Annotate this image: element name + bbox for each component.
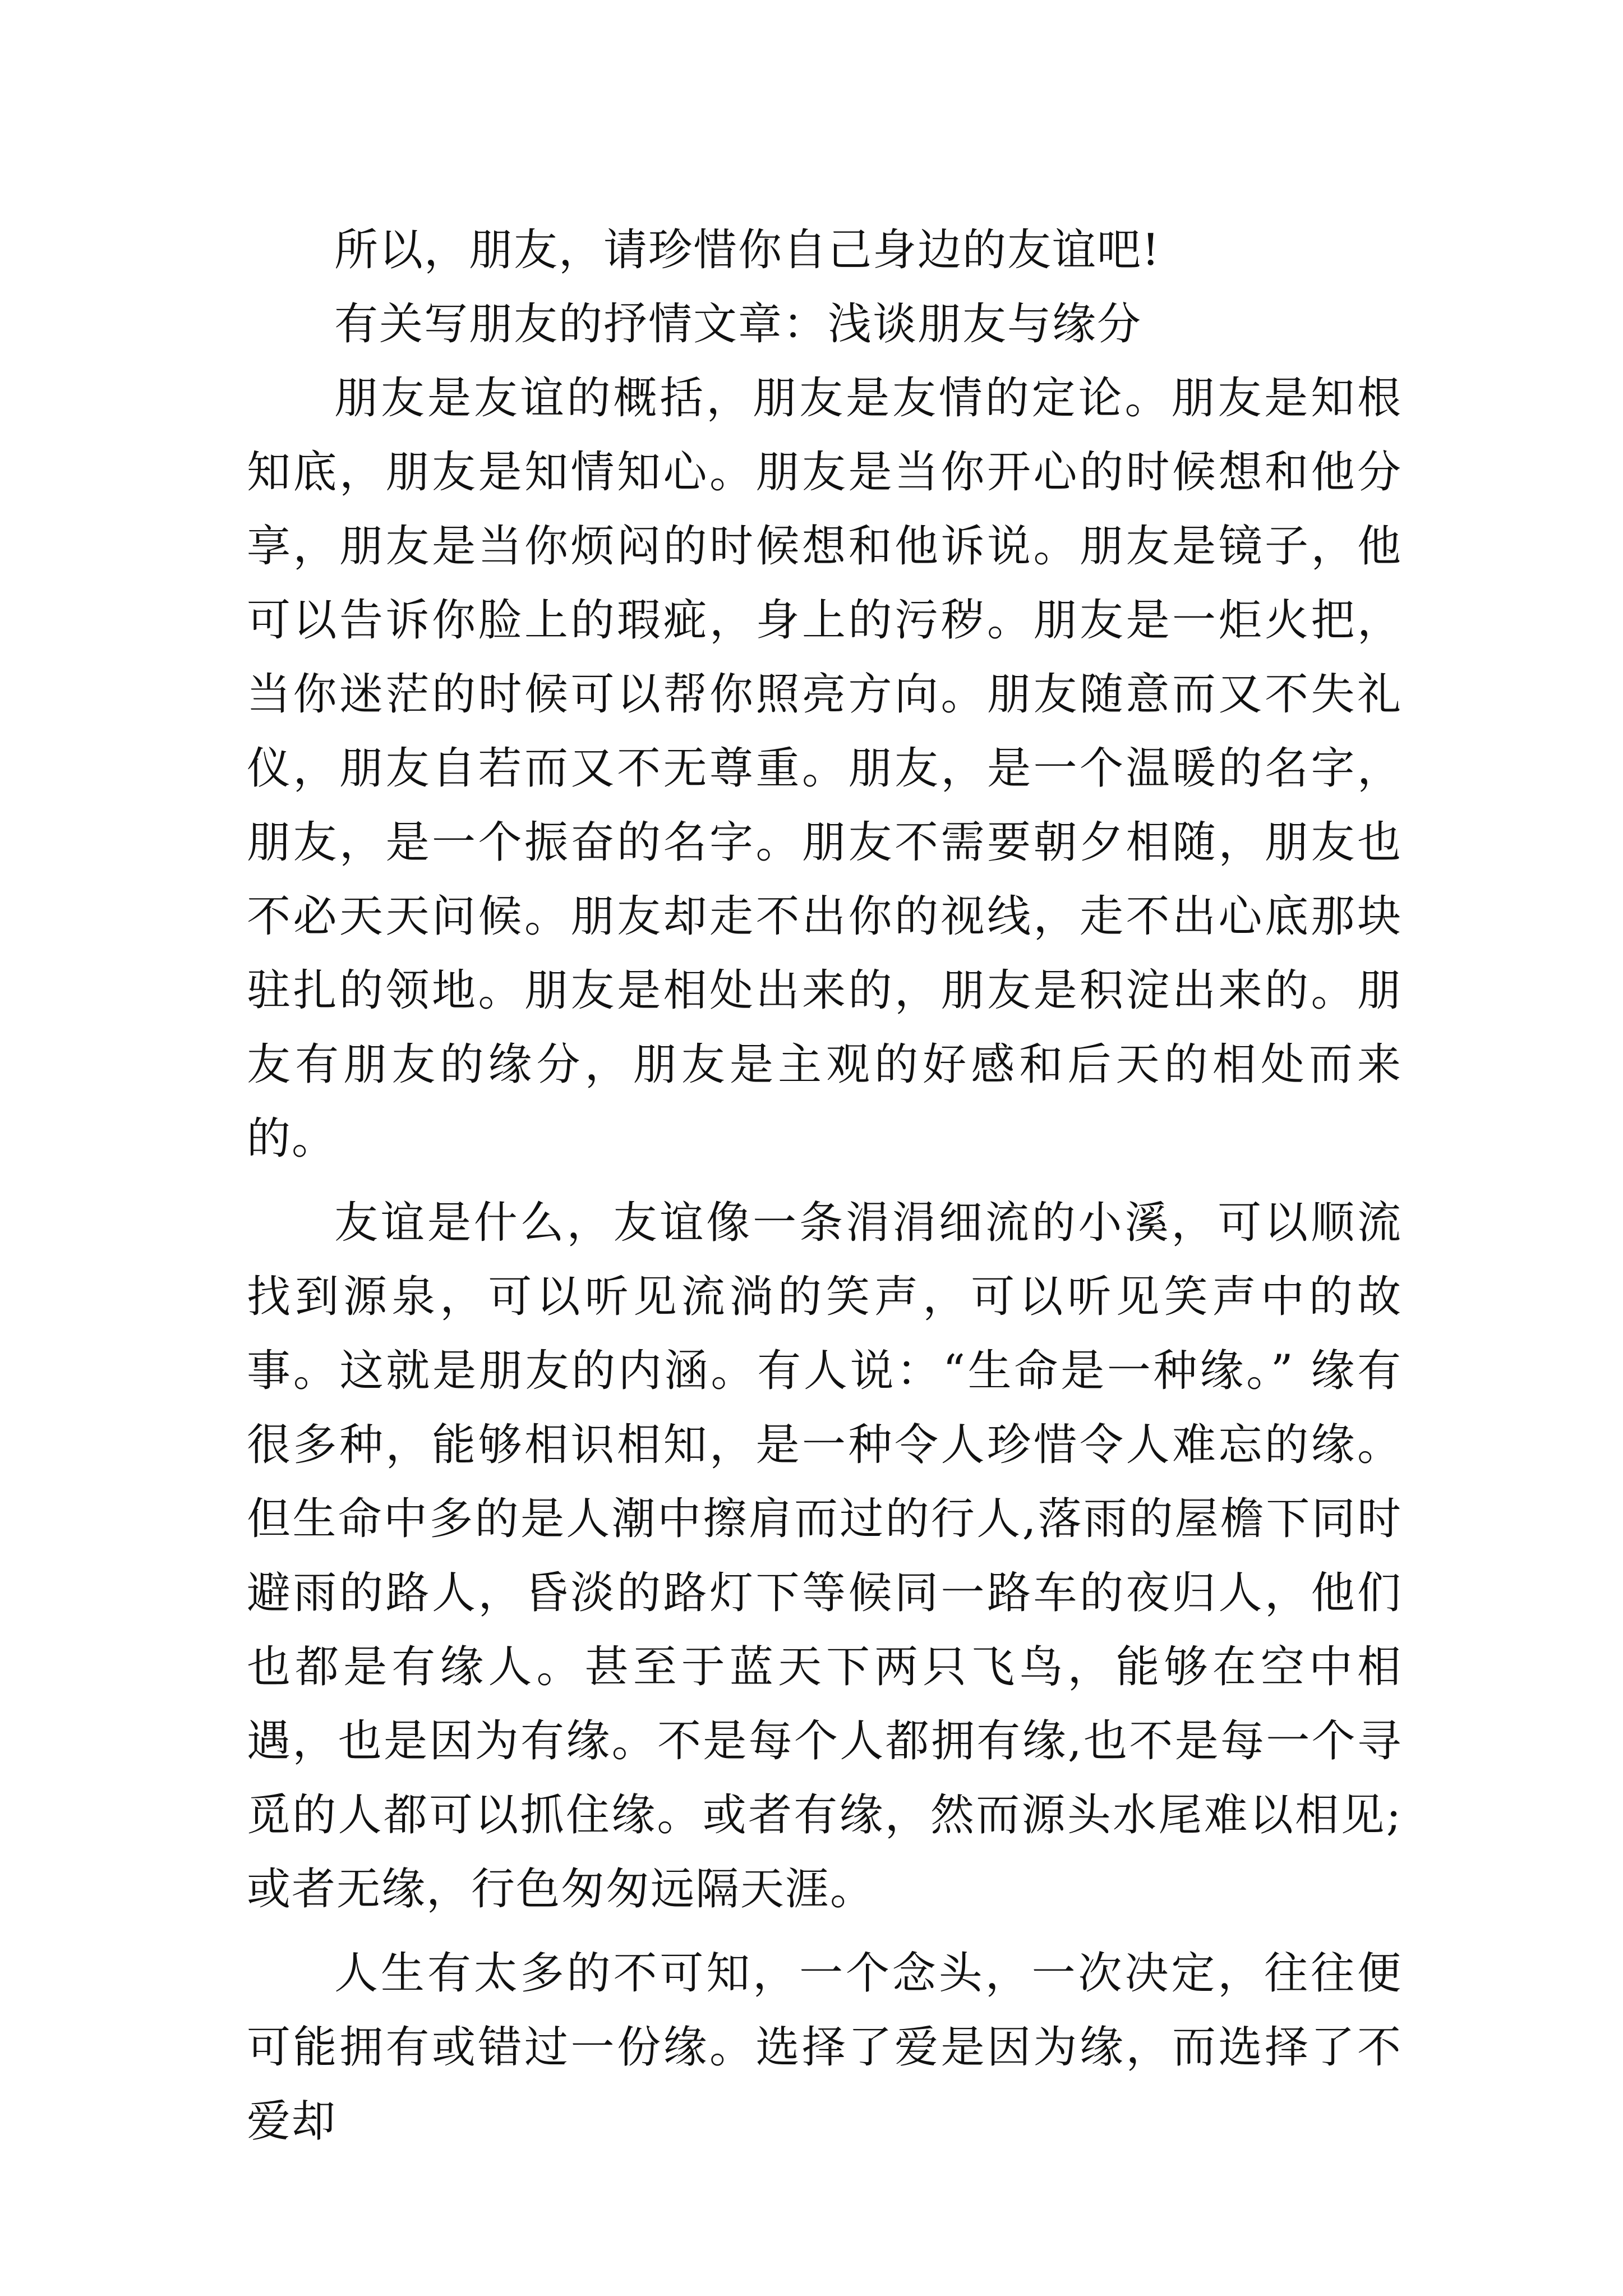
paragraph-life-unknown: 人生有太多的不可知，一个念头，一次决定，往往便可能拥有或错过一份缘。选择了爱是因为缘，而选择了不爱却 bbox=[247, 1948, 1402, 2147]
body-text bbox=[247, 213, 1402, 2159]
paragraph-friend-definition: 朋友是友谊的概括，朋友是友情的定论。朋友是知根知底，朋友是知情知心。朋友是当你开心的时候想和他分享，朋友是当你烦闷的时候想和他诉说。朋友是镜子，他可以告诉你脸上的瑕疵，身上的污秽。朋友是一炬火把，当你迷茫的时候可以帮你照亮方向。朋友随意而又不失礼仪，朋友自若而又不无尊重。朋友，是一个温暖的名字，朋友，是一个振奋的名字。朋友不需要朝夕相随，朋友也不必天天问候。朋友却走不出你的视线，走不出心底那块驻扎的领地。朋友是相处出来的，朋友是积淀出来的。朋友有朋友的缘分，朋友是主观的好感和后天的相处而来的。 bbox=[247, 373, 1402, 1164]
paragraph-friendship-fate: 友谊是什么，友谊像一条涓涓细流的小溪，可以顺流找到源泉，可以听见流淌的笑声，可以听见笑声中的故事。这就是朋友的内涵。有人说：“生命是一种缘。” 缘有很多种，能够相识相知，是一种令人珍惜令人难忘的缘。但生命中多的是人潮中擦肩而过的行人,落雨的屋檐下同时避雨的路人，昏淡的路灯下等候同一路车的夜归人，他们也都是有缘人。甚至于蓝天下两只飞鸟，能够在空中相遇，也是因为有缘。不是每个人都拥有缘,也不是每一个寻觅的人都可以抓住缘。或者有缘，然而源头水尾难以相见;或者无缘，行色匆匆远隔天涯。 bbox=[247, 1198, 1402, 1915]
paragraph-closing-line: 所以，朋友，请珍惜你自己身边的友谊吧! bbox=[334, 225, 1161, 275]
article-heading: 有关写朋友的抒情文章：浅谈朋友与缘分 bbox=[334, 299, 1142, 349]
